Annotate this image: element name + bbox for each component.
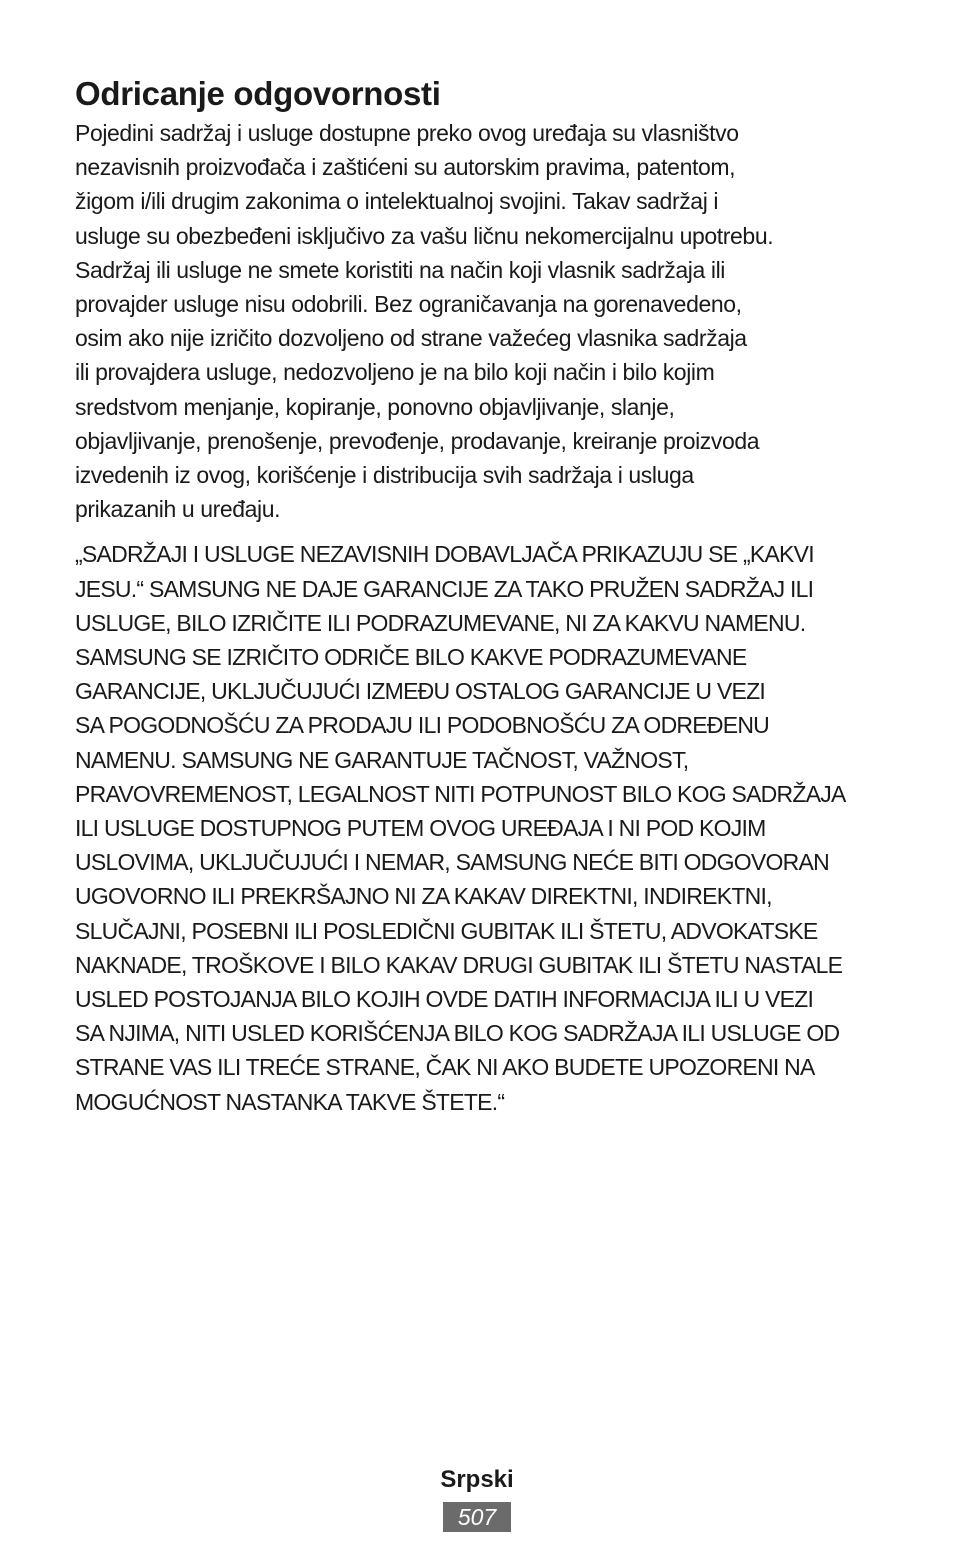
page-content bbox=[75, 72, 875, 1119]
text-line: ili provajdera usluge, nedozvoljeno je na bilo koji način i bilo kojim bbox=[75, 359, 715, 386]
text-line: STRANE VAS ILI TREĆE STRANE, ČAK NI AKO BUDETE UPOZORENI NA bbox=[75, 1054, 815, 1081]
text-line: „SADRŽAJI I USLUGE NEZAVISNIH DOBAVLJAČA PRIKAZUJU SE „KAKVI bbox=[75, 541, 814, 568]
page-number-badge: 507 bbox=[443, 1502, 511, 1532]
text-line: SLUČAJNI, POSEBNI ILI POSLEDIČNI GUBITAK ILI ŠTETU, ADVOKATSKE bbox=[75, 917, 818, 944]
text-line: sredstvom menjanje, kopiranje, ponovno objavljivanje, slanje, bbox=[75, 393, 675, 420]
text-line: usluge su obezbeđeni isključivo za vašu ličnu nekomercijalnu upotrebu. bbox=[75, 222, 774, 249]
footer-language: Srpski bbox=[440, 1466, 514, 1493]
text-line: prikazanih u uređaju. bbox=[75, 496, 281, 523]
text-line: ILI USLUGE DOSTUPNOG PUTEM OVOG UREĐAJA I NI POD KOJIM bbox=[75, 815, 766, 842]
text-line: SA NJIMA, NITI USLED KORIŠĆENJA BILO KOG SADRŽAJA ILI USLUGE OD bbox=[75, 1020, 840, 1047]
text-line: žigom i/ili drugim zakonima o intelektualnoj svojini. Takav sadržaj i bbox=[75, 188, 719, 215]
text-line: Sadržaj ili usluge ne smete koristiti na način koji vlasnik sadržaja ili bbox=[75, 256, 726, 283]
text-line: UGOVORNO ILI PREKRŠAJNO NI ZA KAKAV DIREKTNI, INDIREKTNI, bbox=[75, 883, 772, 910]
text-line: JESU.“ SAMSUNG NE DAJE GARANCIJE ZA TAKO PRUŽEN SADRŽAJ ILI bbox=[75, 575, 814, 602]
disclaimer-paragraph bbox=[75, 116, 875, 526]
text-line: USLUGE, BILO IZRIČITE ILI PODRAZUMEVANE, NI ZA KAKVU NAMENU. bbox=[75, 609, 806, 636]
text-line: NAKNADE, TROŠKOVE I BILO KAKAV DRUGI GUBITAK ILI ŠTETU NASTALE bbox=[75, 951, 843, 978]
text-line: PRAVOVREMENOST, LEGALNOST NITI POTPUNOST BILO KOG SADRŽAJA bbox=[75, 780, 846, 807]
warranty-disclaimer-paragraph bbox=[75, 537, 875, 1118]
text-line: izvedenih iz ovog, korišćenje i distribucija svih sadržaja i usluga bbox=[75, 462, 694, 489]
text-line: NAMENU. SAMSUNG NE GARANTUJE TAČNOST, VAŽNOST, bbox=[75, 746, 689, 773]
text-line: SA POGODNOŠĆU ZA PRODAJU ILI PODOBNOŠĆU ZA ODREĐENU bbox=[75, 712, 770, 739]
text-line: nezavisnih proizvođača i zaštićeni su autorskim pravima, patentom, bbox=[75, 154, 736, 181]
text-line: provajder usluge nisu odobrili. Bez ograničavanja na gorenavedeno, bbox=[75, 291, 742, 318]
text-line: USLOVIMA, UKLJUČUJUĆI I NEMAR, SAMSUNG NEĆE BITI ODGOVORAN bbox=[75, 849, 829, 876]
text-line: SAMSUNG SE IZRIČITO ODRIČE BILO KAKVE PODRAZUMEVANE bbox=[75, 644, 747, 671]
text-line: objavljivanje, prenošenje, prevođenje, prodavanje, kreiranje proizvoda bbox=[75, 427, 760, 454]
text-line: USLED POSTOJANJA BILO KOJIH OVDE DATIH INFORMACIJA ILI U VEZI bbox=[75, 986, 814, 1013]
text-line: Pojedini sadržaj i usluge dostupne preko ovog uređaja su vlasništvo bbox=[75, 120, 739, 146]
text-line: MOGUĆNOST NASTANKA TAKVE ŠTETE.“ bbox=[75, 1088, 505, 1115]
page-footer bbox=[0, 1462, 954, 1532]
text-line: GARANCIJE, UKLJUČUJUĆI IZMEĐU OSTALOG GARANCIJE U VEZI bbox=[75, 678, 766, 705]
text-line: osim ako nije izričito dozvoljeno od strane važećeg vlasnika sadržaja bbox=[75, 325, 747, 352]
section-heading: Odricanje odgovornosti bbox=[75, 75, 441, 112]
